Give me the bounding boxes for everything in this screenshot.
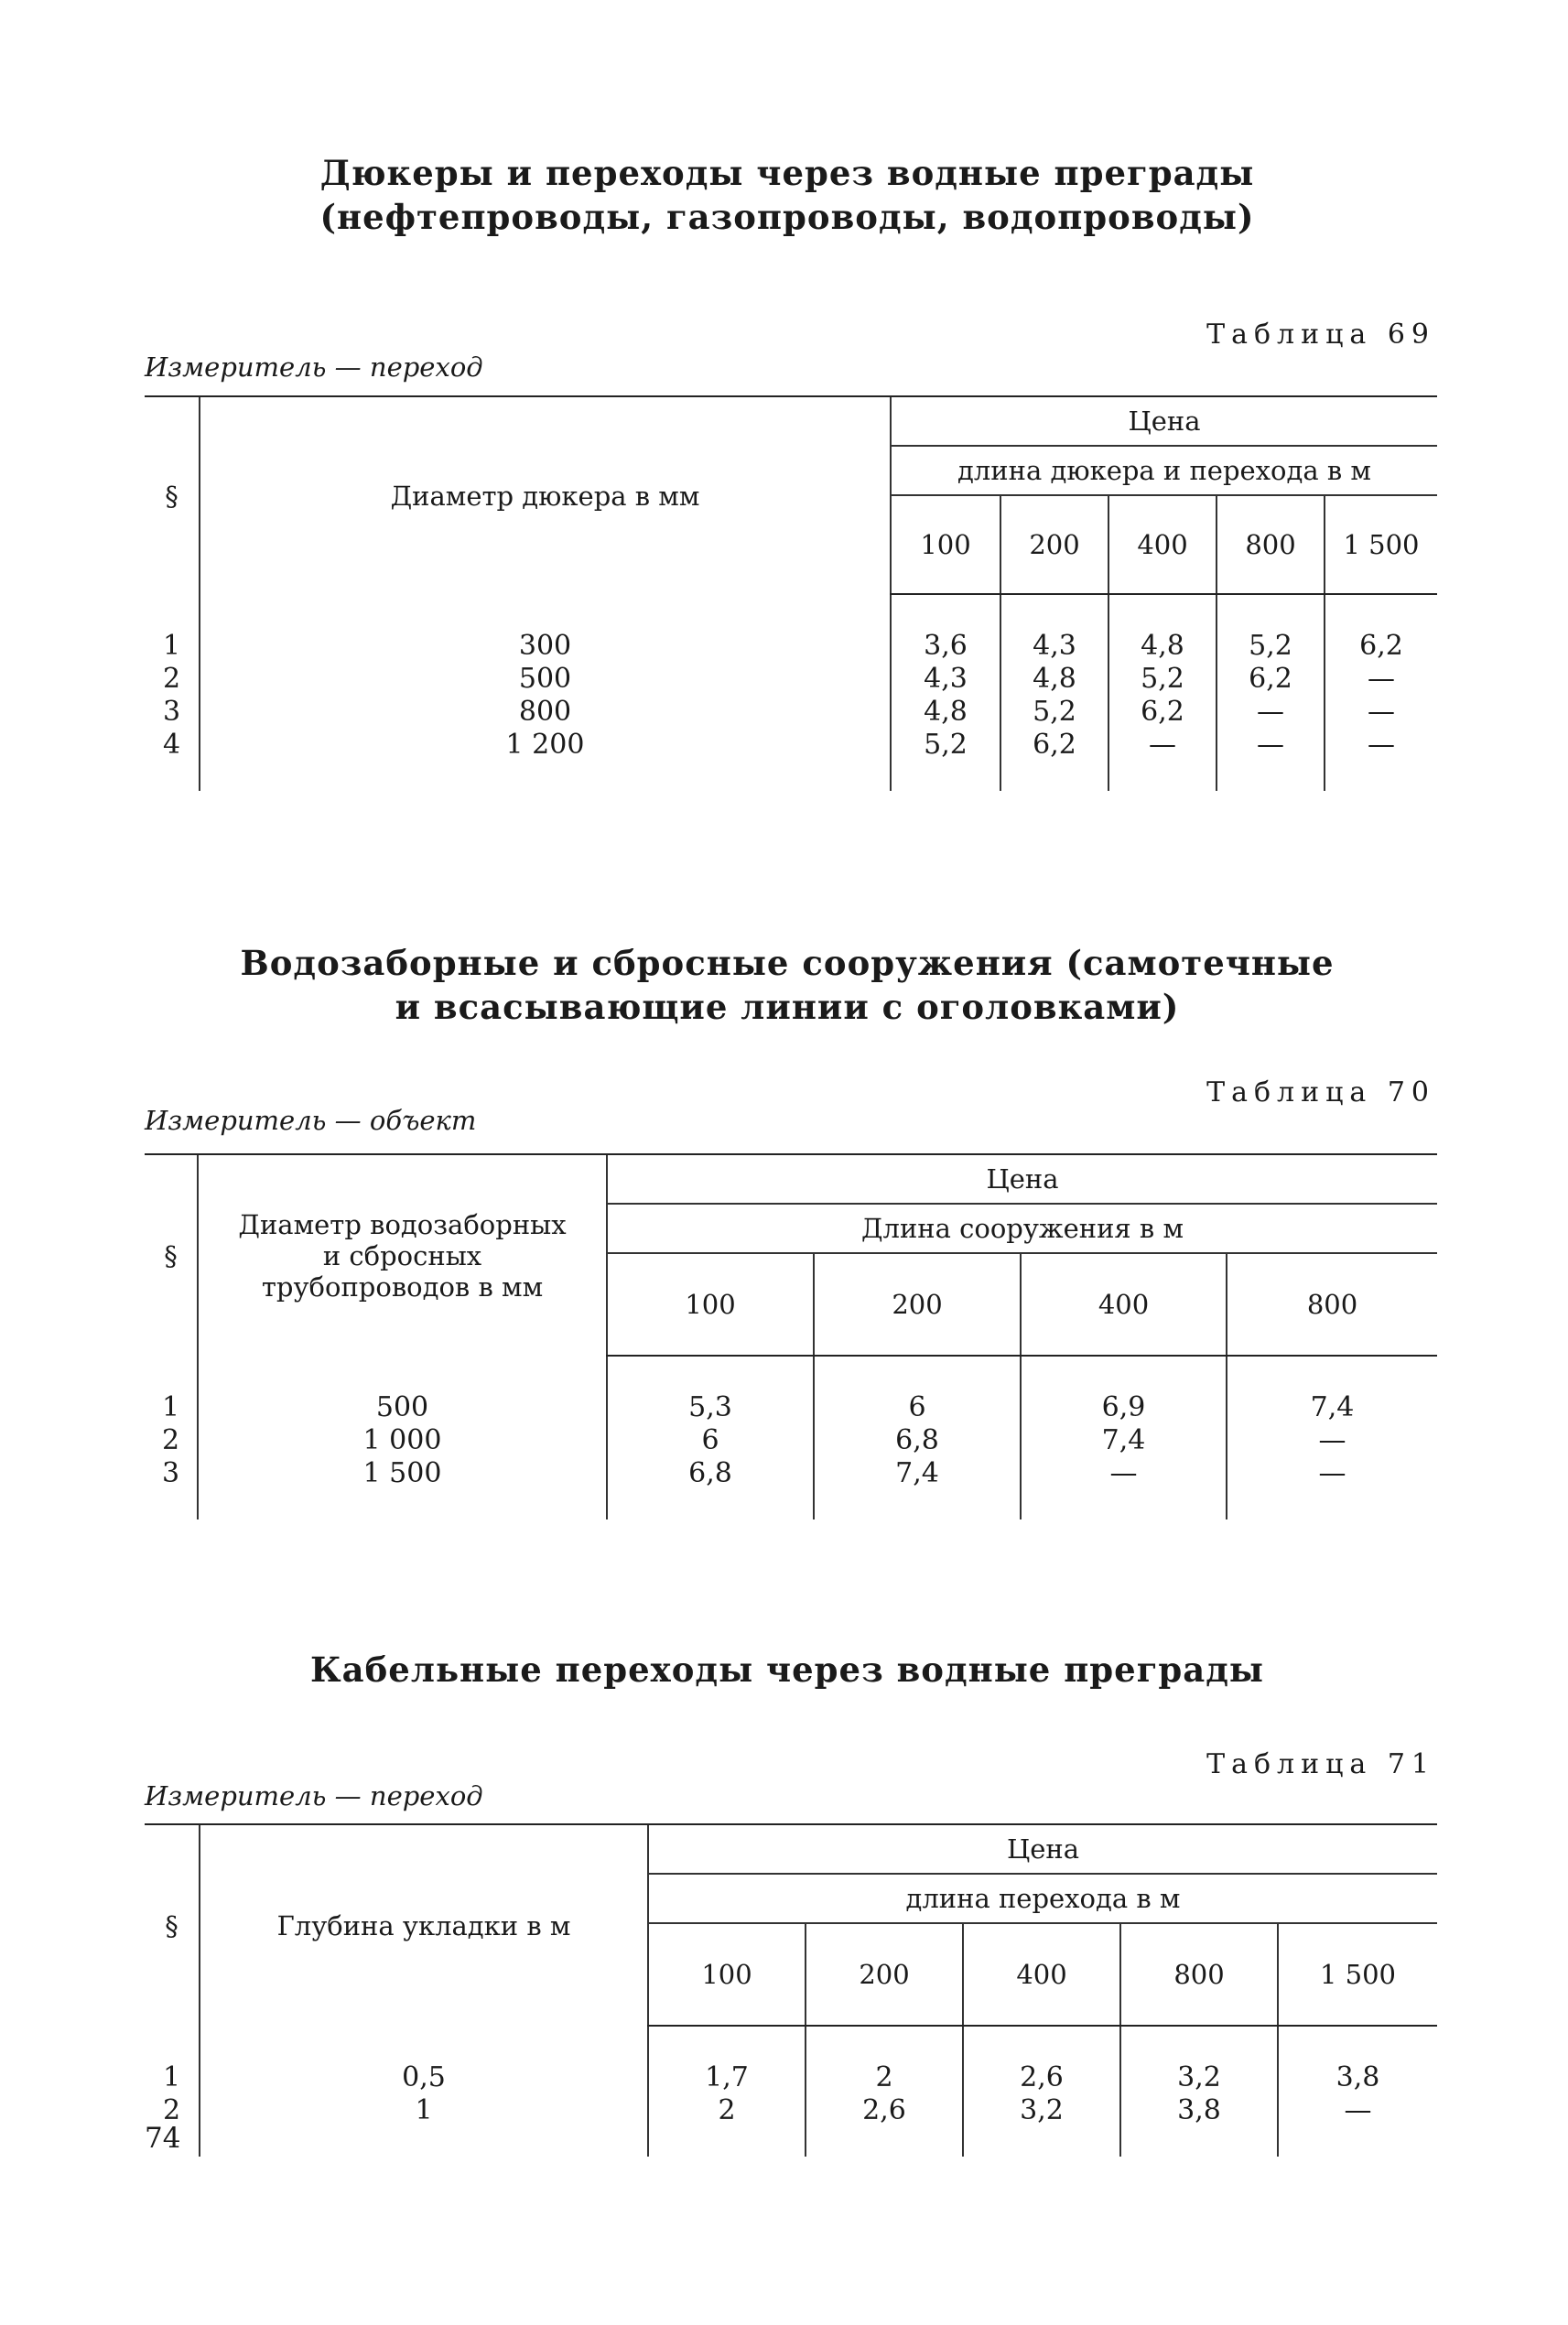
header-col: 400	[1108, 495, 1217, 594]
section-title-71	[137, 1648, 1437, 1692]
row-number: 2	[162, 2094, 181, 2126]
row-value: 2	[806, 2026, 963, 2094]
row-value: —	[1227, 1457, 1437, 1519]
header-price: Цена	[891, 396, 1437, 446]
row-value: 4,8	[1108, 594, 1217, 663]
section-title-line: Дюкеры и переходы через водные преграды	[319, 153, 1255, 193]
row-value: 6,2	[1000, 729, 1108, 791]
row-number: 2	[162, 663, 181, 695]
row-value: 5,2	[1000, 696, 1108, 729]
table-row	[145, 1424, 1437, 1457]
table-row	[145, 729, 1437, 791]
row-value: 5,2	[1108, 663, 1217, 696]
row-value: 5,2	[891, 729, 1000, 791]
row-value: —	[1278, 2094, 1437, 2157]
row-number: 3	[161, 1457, 180, 1489]
header-length: длина перехода в м	[648, 1874, 1437, 1923]
page-number: 74	[145, 2122, 181, 2155]
row-number: 3	[162, 696, 181, 728]
row-value: 2	[648, 2094, 806, 2157]
row-value: 3,8	[1278, 2026, 1437, 2094]
header-diameter: Диаметр дюкера в мм	[200, 396, 891, 594]
row-value: —	[1325, 729, 1437, 791]
header-diameter-line: и сбросных	[322, 1239, 482, 1271]
section-title-69	[137, 151, 1437, 239]
header-col: 100	[607, 1253, 814, 1356]
row-value: 6,8	[814, 1424, 1021, 1457]
table-row	[145, 663, 1437, 696]
section-title-70	[137, 941, 1437, 1029]
header-col: 800	[1217, 495, 1325, 594]
table-row	[145, 2026, 1437, 2094]
row-value: —	[1217, 696, 1325, 729]
row-value: —	[1217, 729, 1325, 791]
header-diameter-line: трубопроводов в мм	[261, 1271, 544, 1303]
header-col: 200	[1000, 495, 1108, 594]
header-depth: Глубина укладки в м	[200, 1824, 648, 2026]
row-value: 6	[814, 1356, 1021, 1424]
row-number: 1	[162, 629, 181, 662]
header-col: 800	[1120, 1923, 1278, 2026]
row-value: 3,6	[891, 594, 1000, 663]
row-value: 7,4	[1021, 1424, 1227, 1457]
header-col: 400	[963, 1923, 1120, 2026]
table-69	[145, 395, 1437, 791]
row-number: 1	[161, 1390, 180, 1423]
header-paragraph: §	[145, 396, 200, 594]
measure-label-70: Измеритель — объект	[145, 1105, 477, 1136]
table-row	[145, 2094, 1437, 2157]
row-value: 6,9	[1021, 1356, 1227, 1424]
header-col: 100	[648, 1923, 806, 2026]
header-col: 200	[806, 1923, 963, 2026]
row-param: 800	[200, 696, 891, 729]
measure-label-71: Измеритель — переход	[145, 1780, 483, 1811]
header-col: 100	[891, 495, 1000, 594]
measure-label-69: Измеритель — переход	[145, 351, 483, 383]
row-number: 1	[162, 2060, 181, 2093]
row-param: 0,5	[200, 2026, 648, 2094]
row-value: —	[1325, 663, 1437, 696]
row-value: 7,4	[814, 1457, 1021, 1519]
table-70	[145, 1153, 1437, 1519]
section-title-line: Кабельные переходы через водные преграды	[310, 1649, 1264, 1690]
row-value: 6,8	[607, 1457, 814, 1519]
row-value: 6	[607, 1424, 814, 1457]
row-value: 2,6	[963, 2026, 1120, 2094]
table-label-70: Таблица 70	[1206, 1076, 1435, 1108]
row-value: 5,2	[1217, 594, 1325, 663]
row-value: 7,4	[1227, 1356, 1437, 1424]
table-row	[145, 594, 1437, 663]
row-value: 4,8	[891, 696, 1000, 729]
row-number: 4	[162, 729, 181, 761]
header-col: 1 500	[1278, 1923, 1437, 2026]
table-71	[145, 1823, 1437, 2157]
row-value: 4,3	[1000, 594, 1108, 663]
table-label-69: Таблица 69	[1206, 319, 1435, 351]
table-row	[145, 1457, 1437, 1519]
row-value: 4,8	[1000, 663, 1108, 696]
row-value: —	[1227, 1424, 1437, 1457]
row-param: 500	[198, 1356, 607, 1424]
row-value: —	[1021, 1457, 1227, 1519]
section-title-line: (нефтепроводы, газопроводы, водопроводы)	[319, 197, 1255, 237]
header-diameter-line: Диаметр водозаборных	[238, 1208, 567, 1240]
header-col: 400	[1021, 1253, 1227, 1356]
row-value: 1,7	[648, 2026, 806, 2094]
table-row	[145, 696, 1437, 729]
header-col: 200	[814, 1253, 1021, 1356]
header-price: Цена	[648, 1824, 1437, 1874]
row-value: 6,2	[1108, 696, 1217, 729]
row-param: 1	[200, 2094, 648, 2157]
row-param: 1 000	[198, 1424, 607, 1457]
row-value: 3,8	[1120, 2094, 1278, 2157]
section-title-line: Водозаборные и сбросные сооружения (самотечные	[240, 943, 1335, 983]
header-paragraph: §	[145, 1154, 198, 1356]
row-number: 2	[161, 1424, 180, 1456]
header-col: 800	[1227, 1253, 1437, 1356]
row-value: 6,2	[1325, 594, 1437, 663]
header-length: длина дюкера и перехода в м	[891, 446, 1437, 495]
row-value: —	[1325, 696, 1437, 729]
row-param: 300	[200, 594, 891, 663]
row-param: 1 500	[198, 1457, 607, 1519]
row-value: 2,6	[806, 2094, 963, 2157]
header-length: Длина сооружения в м	[607, 1204, 1437, 1253]
header-col: 1 500	[1325, 495, 1437, 594]
header-diameter	[198, 1154, 607, 1356]
row-value: 3,2	[963, 2094, 1120, 2157]
row-value: 4,3	[891, 663, 1000, 696]
row-value: 3,2	[1120, 2026, 1278, 2094]
table-label-71: Таблица 71	[1206, 1748, 1435, 1780]
row-value: —	[1108, 729, 1217, 791]
section-title-line: и всасывающие линии с оголовками)	[395, 987, 1180, 1027]
table-row	[145, 1356, 1437, 1424]
header-price: Цена	[607, 1154, 1437, 1204]
row-value: 5,3	[607, 1356, 814, 1424]
row-param: 1 200	[200, 729, 891, 791]
header-paragraph: §	[145, 1824, 200, 2026]
row-value: 6,2	[1217, 663, 1325, 696]
row-param: 500	[200, 663, 891, 696]
